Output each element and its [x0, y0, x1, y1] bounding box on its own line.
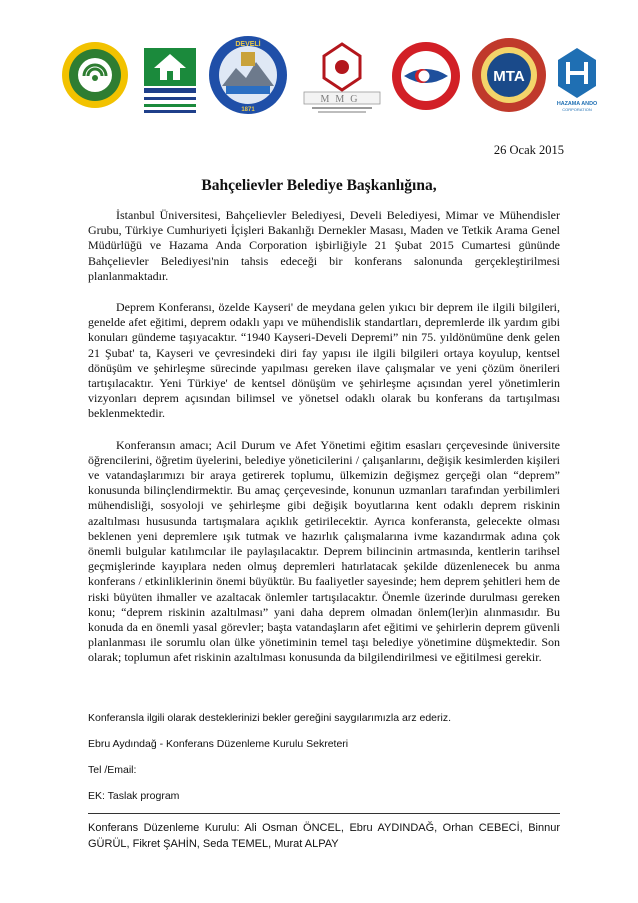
- develi-belediyesi-logo: [208, 34, 288, 116]
- svg-text:DEVELİ: DEVELİ: [235, 41, 261, 48]
- closing-line: Konferansla ilgili olarak desteklerinizi bekler gereğini saygılarımızla arz ederiz.: [88, 712, 451, 724]
- letter-date: 26 Ocak 2015: [493, 143, 564, 157]
- attachment-line: EK: Taslak program: [88, 790, 180, 802]
- paragraph-intro: İstanbul Üniversitesi, Bahçelievler Belediyesi, Develi Belediyesi, Mimar ve Mühendisler Grubu, Türkiye Cumhuriyeti İçişleri Bakanlığı Dernekler Masası, Maden ve Tetkik Arama Genel Müdürlüğü ve Hazama Anda Corporation işbirliğiyle 21 Şubat 2015 Cumartesi gününde Bahçelievler Belediyesi'nin tahsis edeceği bir konferans salonunda gerçekleştirilmesi planlanmaktadır.: [88, 208, 560, 283]
- svg-text:HAZAMA ANDO: HAZAMA ANDO: [556, 101, 598, 107]
- svg-text:CORPORATION: CORPORATION: [562, 107, 592, 112]
- paragraph-conference-purpose: Konferansın amacı; Acil Durum ve Afet Yönetimi eğitim esasları çerçevesinde üniversite öğrencilerini, öğretim üyelerini, belediye yöneticilerini / çalışanlarını, değişik kesimlerden kişileri ve vatandaşlarımızı bir araya getirerek toplumu, ülkemizin değişmez gerçeği olan “deprem” konusunda bilinçlendirmektir. Bu amaç çerçevesinde, konunun uzmanları tarafından yerbilimleri mühendisliği, sosyoloji ve şehirleşme gibi değişik boyutlarına kent odaklı deprem riskinin azaltılması hususunda tartışmalara açıklık getirilecektir. Ayrıca konferansta, gelecekte olması beklenen yeni depremlere ışık tutmak ve hazırlık çalışmalarına ivme kazandırmak adına çok önemli bulgular katılımcılar ile paylaşılacaktır. Deprem bilincinin artmasında, kentlerin tarihsel geçmişlerinde kayıplara neden olmuş depremleri hatırlatacak şekilde düzenlenecek bu anma konferans / etkinliklerinin önemi büyüktür. Bu faaliyetler sayesinde; hem deprem şehitleri hem de riski büyüten ihmaller ve azaltacak önlemler tartışılacaktır. Önemle üzerinde durulması gereken konu; “deprem riskinin azaltılması” yani daha deprem olmadan önlem(ler)in alınmasıdır. Bu konuda da en önemli yasal görevler; başta vatandaşların afet eğitimi ve şehirlerin deprem güvenli planlanması ile sorumlu olan ülke yönetiminin temel taşı belediye yönetimine düşmektedir. Son olarak; toplumun afet riskinin azaltılması konusunda da bilgilendirilmesi ve eğitilmesi gerekir.: [88, 437, 560, 665]
- letter-addressee: Bahçelievler Belediye Başkanlığına,: [201, 177, 437, 194]
- mta-logo: [470, 36, 548, 114]
- secretary-line: Ebru Aydındağ - Konferans Düzenleme Kurulu Sekreteri: [88, 738, 349, 750]
- sponsor-logo-strip: [60, 34, 598, 118]
- svg-text:1871: 1871: [241, 107, 255, 113]
- svg-text:MTA: MTA: [493, 68, 525, 85]
- footer-divider: [88, 813, 560, 814]
- paragraph-conference-topics: Deprem Konferansı, özelde Kayseri' de meydana gelen yıkıcı bir deprem ile ilgili bilgileri, genelde afet eğitimi, deprem odaklı yapı ve mühendislik standartları, depremlerde ilk yardım gibi konuları gündeme taşıyacaktır. “1940 Kayseri-Develi Depremi” nin 75. yıldönümüne denk gelen 21 Şubat' ta, Kayseri ve çevresindeki diri fay yapısı ile ilgili bilgileri ortaya koyulup, kentsel dönüşüm ve şehirleşme sürecinde yapılması gereken ilave çalışmalar ve yeni çözüm önerileri tartışılacaktır. Yeni Türkiye' de kentsel dönüşüm ve şehirleşme açısından yerel yönetimlerin vizyonları deprem açısından bilimsel ve yönetsel odaklı olarak bu konferans da tartışılması beklenmektedir.: [88, 300, 560, 421]
- contact-line: Tel /Email:: [88, 764, 137, 776]
- svg-text:MMG: MMG: [320, 94, 364, 105]
- hazama-ando-logo: [556, 46, 598, 112]
- round-green-yellow-seal-logo: [60, 40, 130, 110]
- letter-body: [88, 208, 560, 682]
- tc-bahcelievler-belediyesi-logo: [140, 46, 200, 118]
- footer-committee: Konferans Düzenleme Kurulu: Ali Osman ÖNCEL, Ebru AYDINDAĞ, Orhan CEBECİ, Binnur GÜRÜL, Fikret ŞAHİN, Seda TEMEL, Murat ALPAY: [88, 822, 560, 850]
- icisleri-bakanligi-logo: [390, 40, 462, 112]
- mmg-logo: [302, 42, 382, 114]
